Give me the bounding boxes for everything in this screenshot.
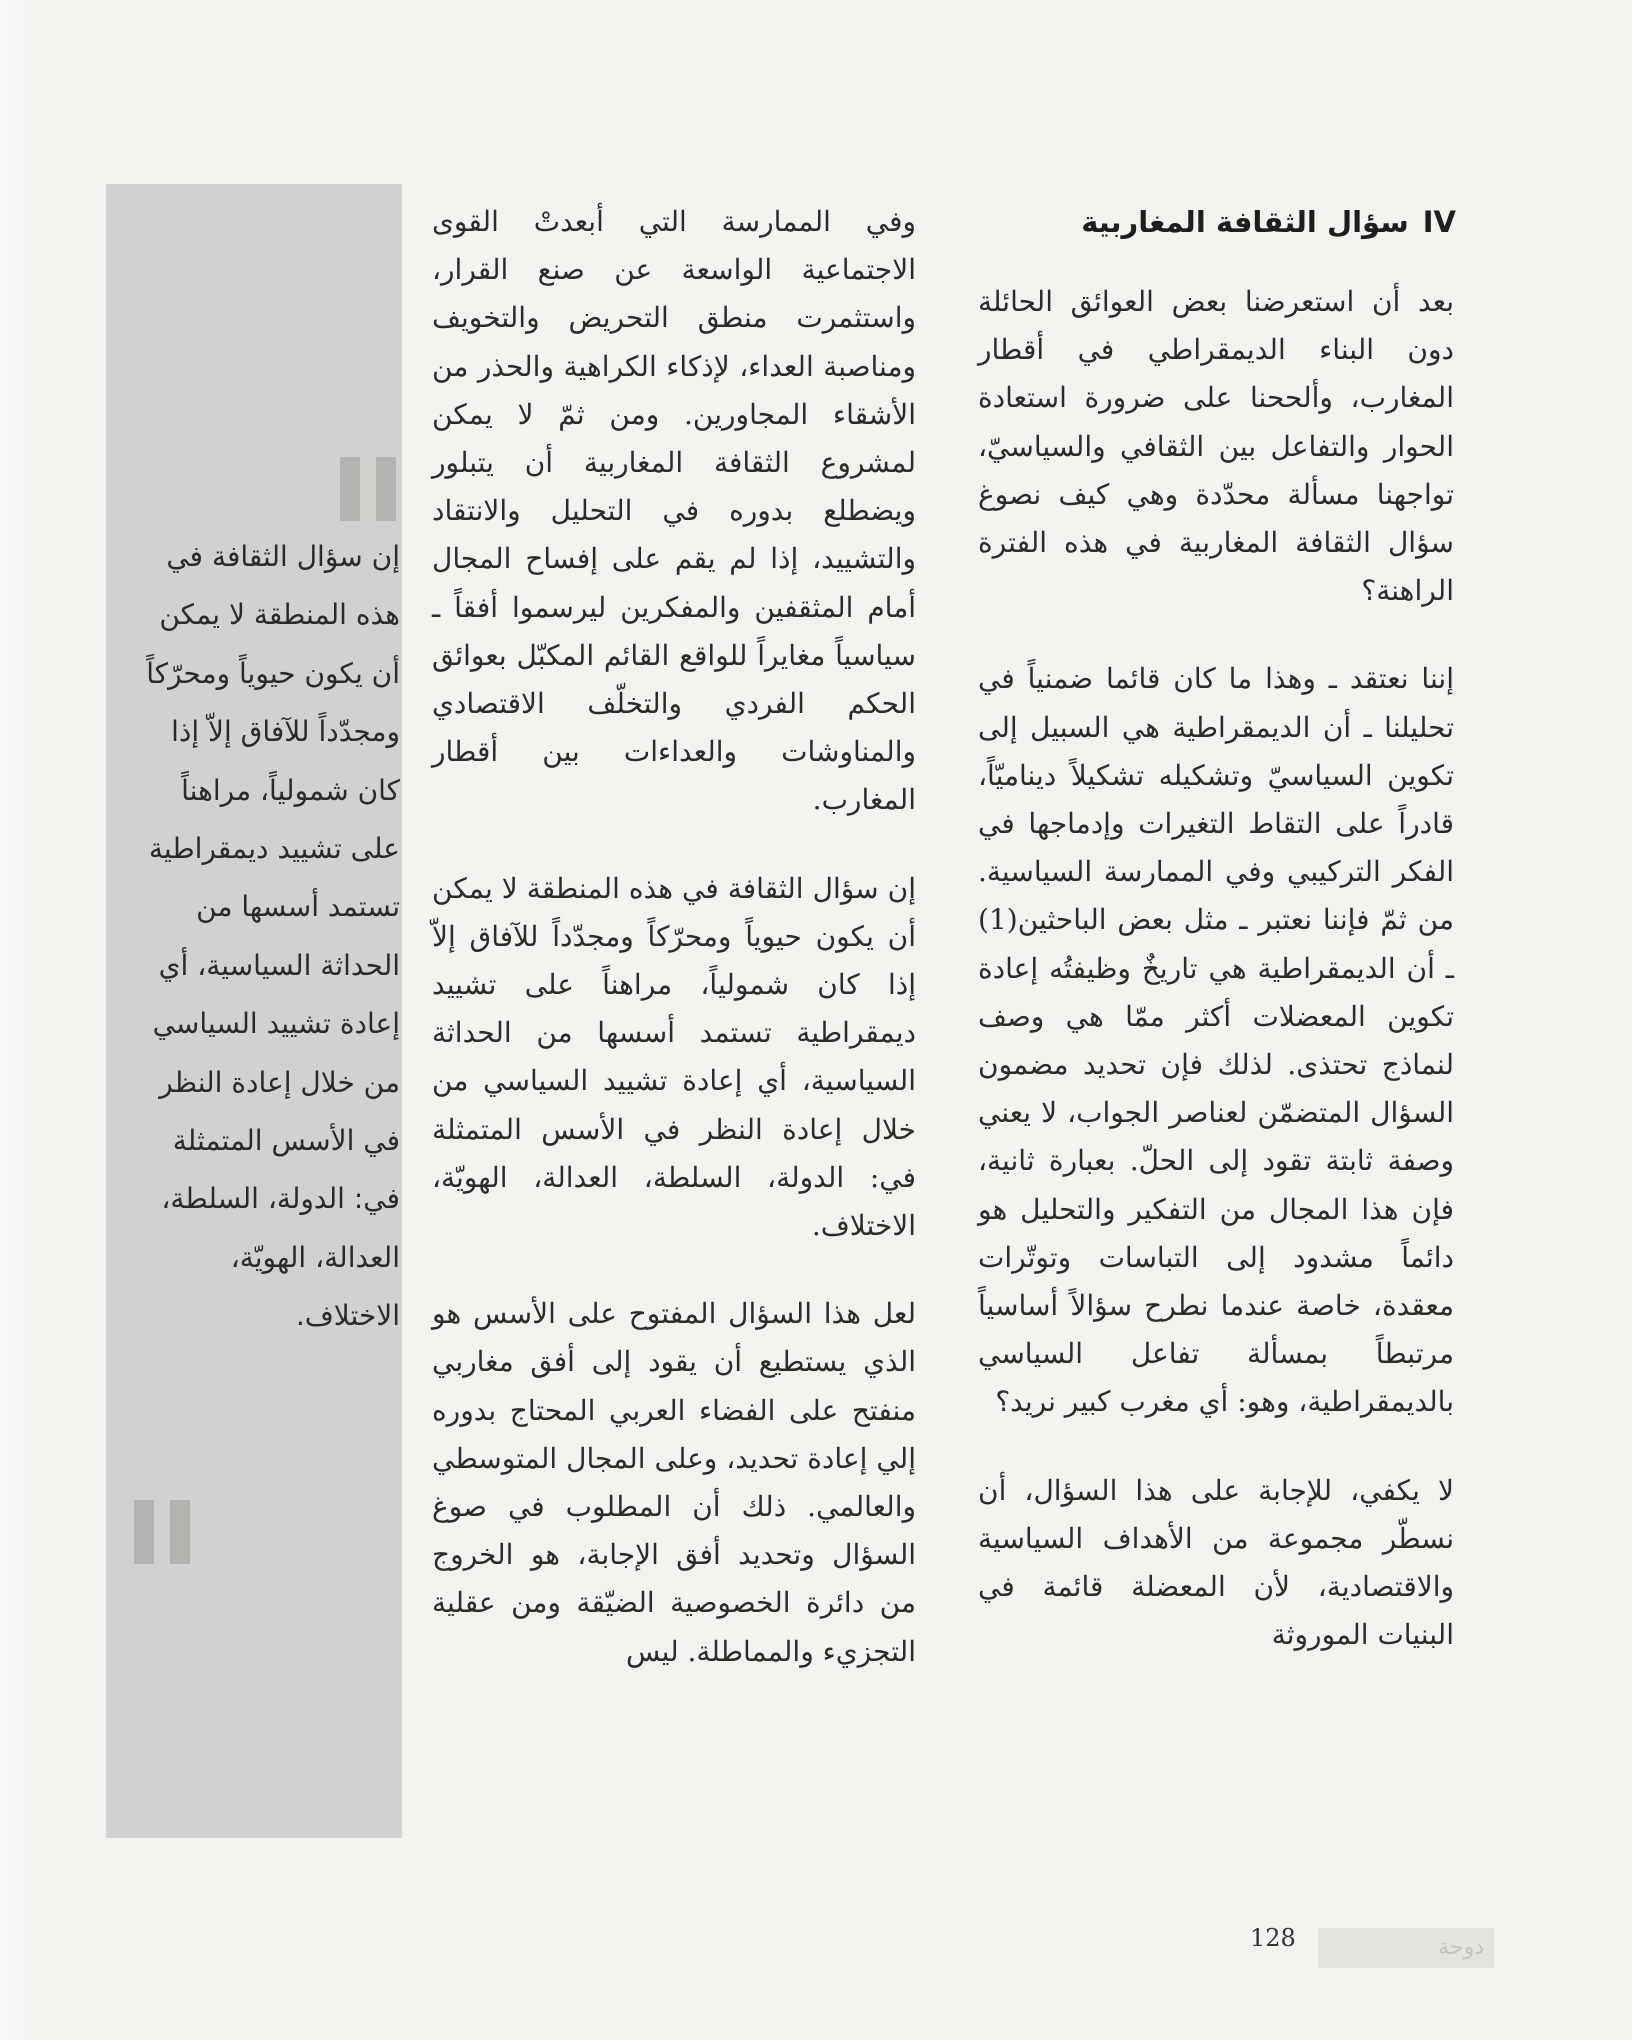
right-paragraph-2: إننا نعتقد ـ وهذا ما كان قائما ضمنياً في تحليلنا ـ أن الديمقراطية هي السبيل إلى تكوين السياسيّ وتشكيله تشكيلاً ديناميّاً، قادراً على التقاط التغيرات وإدماجها في الفكر التركيبي وفي الممارسة السياسية. من ثمّ فإننا نعتبر ـ مثل بعض الباحثين(1) ـ أن الديمقراطية هي تاريخٌ وظيفتُه إعادة تكوين المعضلات أكثر ممّا هي وصف لنماذج تحتذى. لذلك فإن تحديد مضمون السؤال المتضمّن لعناصر الجواب، لا يعني وصفة ثابتة تقود إلى الحلّ. بعبارة ثانية، فإن هذا المجال من التفكير والتحليل هو دائماً مشدود إلى التباسات وتوتّرات معقدة، خاصة عندما نطرح سؤالاً أساسياً مرتبطاً بمسألة تفاعل السياسي بالديمقراطية، وهو: أي مغرب كبير نريد؟	[978, 662, 1454, 1419]
section-title: سؤال الثقافة المغاربية	[1081, 205, 1409, 239]
right-text-column	[978, 278, 1454, 1699]
middle-paragraph-3: لعل هذا السؤال المفتوح على الأسس هو الذي يستطيع أن يقود إلى أفق مغاربي منفتح على الفضاء العربي المحتاج بدوره إلي إعادة تحديد، وعلى المجال المتوسطي والعالمي. ذلك أن المطلوب في صوغ السؤال وتحديد أفق الإجابة، هو الخروج من دائرة الخصوصية الضيّقة ومن عقلية التجزيء والمماطلة. ليس	[432, 1297, 916, 1668]
section-number: IV	[1422, 205, 1456, 239]
section-heading	[1060, 198, 1456, 246]
right-paragraph-1: بعد أن استعرضنا بعض العوائق الحائلة دون البناء الديمقراطي في أقطار المغارب، وألححنا على ضرورة استعادة الحوار والتفاعل بين الثقافي والسياسيّ، تواجهنا مسألة محدّدة وهي كيف نصوغ سؤال الثقافة المغاربية في هذه الفترة الراهنة؟	[978, 285, 1454, 608]
middle-text-column	[432, 198, 916, 1716]
middle-paragraph-2: إن سؤال الثقافة في هذه المنطقة لا يمكن أن يكون حيوياً ومحرّكاً ومجدّداً للآفاق إلاّ إذا كان شمولياً، مراهناً على تشييد ديمقراطية تستمد أسسها من الحداثة السياسية، أي إعادة تشييد السياسي من خلال إعادة النظر في الأسس المتمثلة في: الدولة، السلطة، العدالة، الهويّة، الاختلاف.	[432, 871, 916, 1243]
page-number: 128	[1250, 1924, 1296, 1952]
middle-paragraph-1: وفي الممارسة التي أبعدتْ القوى الاجتماعية الواسعة عن صنع القرار، واستثمرت منطق التحريض والتخويف ومناصبة العداء، لإذكاء الكراهية والحذر من الأشقاء المجاورين. ومن ثمّ لا يمكن لمشروع الثقافة المغاربية أن يتبلور ويضطلع بدوره في التحليل والانتقاد والتشييد، إذا لم يقم على إفساح المجال أمام المثقفين والمفكرين ليرسموا أفقاً ـ سياسياً مغايراً للواقع القائم المكبّل بعوائق الحكم الفردي والتخلّف الاقتصادي والمناوشات والعداءات بين أقطار المغارب.	[432, 205, 916, 817]
opening-quote-mark-icon	[340, 457, 396, 521]
pull-quote-text: إن سؤال الثقافة في هذه المنطقة لا يمكن أن يكون حيوياً ومحرّكاً ومجدّداً للآفاق إلاّ إذا كان شمولياً، مراهناً على تشييد ديمقراطية تستمد أسسها من الحداثة السياسية، أي إعادة تشييد السياسي من خلال إعادة النظر في الأسس المتمثلة في: الدولة، السلطة، العدالة، الهويّة، الاختلاف.	[146, 540, 400, 1333]
closing-quote-mark-icon	[134, 1500, 190, 1564]
magazine-logo: دوحة	[1318, 1928, 1494, 1968]
right-paragraph-3: لا يكفي، للإجابة على هذا السؤال، أن نسطّر مجموعة من الأهداف السياسية والاقتصادية، لأن المعضلة قائمة في البنيات الموروثة	[978, 1473, 1454, 1652]
page-edge-shadow	[0, 0, 40, 2040]
